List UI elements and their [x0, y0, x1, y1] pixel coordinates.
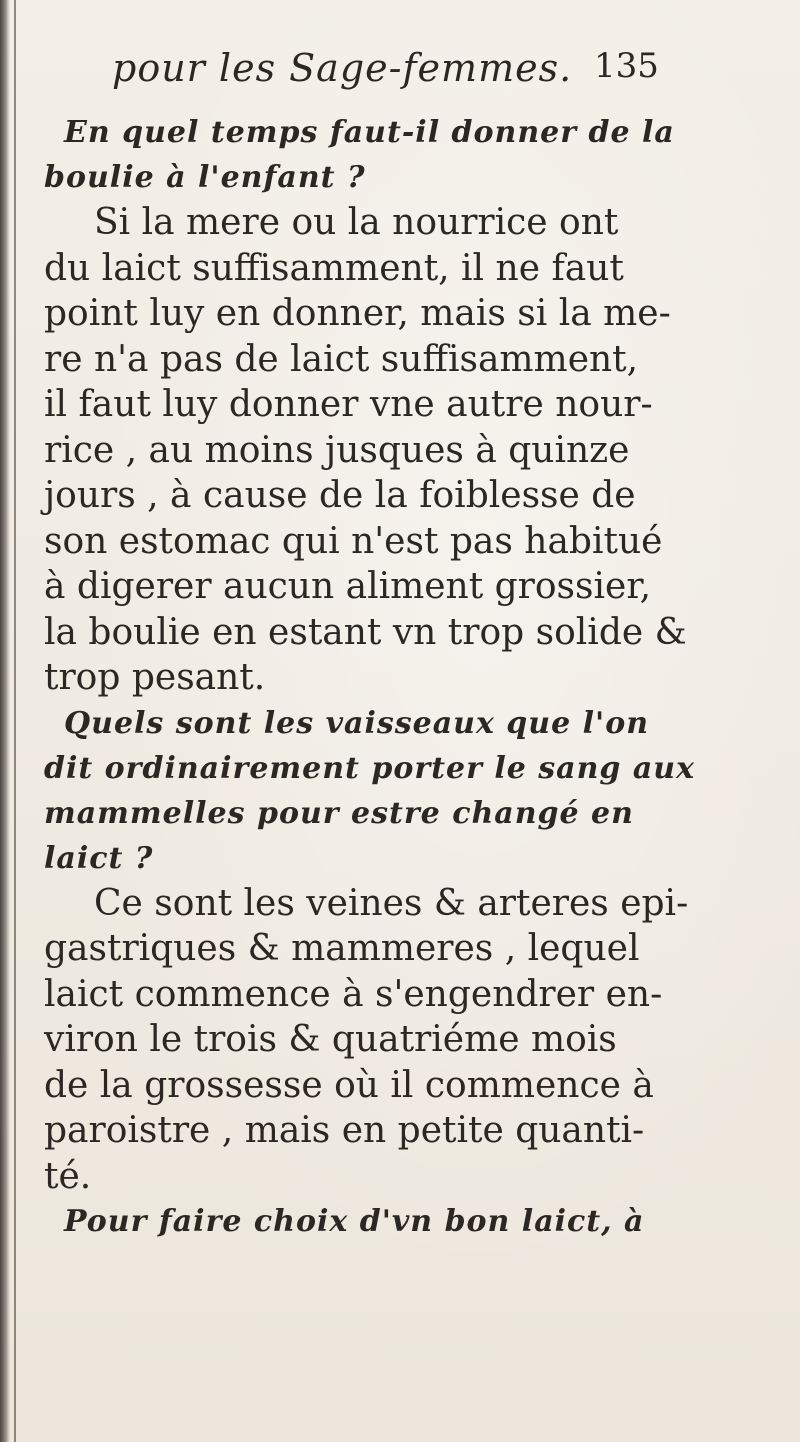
text-line: à digerer aucun aliment grossier,	[44, 566, 652, 607]
text-line: Pour faire choix d'vn bon laict, à	[64, 1204, 645, 1239]
running-head: pour les Sage-femmes.	[112, 46, 573, 90]
text-line: jours , à cause de la foiblesse de	[44, 475, 636, 516]
question-laict	[44, 1199, 694, 1244]
text-line: Ce sont les veines & arteres epi-	[94, 882, 689, 924]
page-header	[44, 40, 694, 110]
text-line: dit ordinairement porter le sang aux	[44, 750, 695, 786]
answer-vaisseaux	[44, 881, 694, 1200]
page-number: 135	[594, 46, 659, 86]
question-boulie	[44, 110, 694, 200]
text-line: boulie à l'enfant ?	[44, 160, 366, 195]
text-line: viron le trois & quatriéme mois	[44, 1019, 617, 1060]
text-line: mammelles pour estre changé en	[44, 795, 634, 831]
text-line: la boulie en estant vn trop solide &	[44, 611, 687, 653]
text-line: point luy en donner, mais si la me-	[44, 293, 671, 334]
text-line: laict commence à s'engendrer en-	[44, 973, 663, 1015]
text-line: il faut luy donner vne autre nour-	[44, 384, 653, 425]
text-line: rice , au moins jusques à quinze	[44, 429, 630, 471]
answer-boulie	[44, 200, 694, 701]
text-line: de la grossesse où il commence à	[44, 1064, 654, 1106]
text-line: té.	[44, 1155, 92, 1197]
page-text	[44, 40, 694, 1244]
text-line: du laict suffisamment, il ne faut	[44, 247, 624, 289]
text-line: laict ?	[44, 840, 154, 876]
text-line: En quel temps faut-il donner de la	[64, 115, 675, 150]
text-line: Quels sont les vaisseaux que l'on	[64, 705, 650, 741]
text-line: gastriques & mammeres , lequel	[44, 928, 640, 969]
text-line: paroistre , mais en petite quanti-	[44, 1110, 645, 1151]
binding-edge	[14, 0, 16, 1442]
question-vaisseaux	[44, 701, 694, 881]
text-line: Si la mere ou la nourrice ont	[94, 202, 619, 243]
text-line: re n'a pas de laict suffisamment,	[44, 338, 639, 380]
binding-gutter	[0, 0, 10, 1442]
text-line: trop pesant.	[44, 657, 266, 698]
text-line: son estomac qui n'est pas habitué	[44, 520, 663, 562]
